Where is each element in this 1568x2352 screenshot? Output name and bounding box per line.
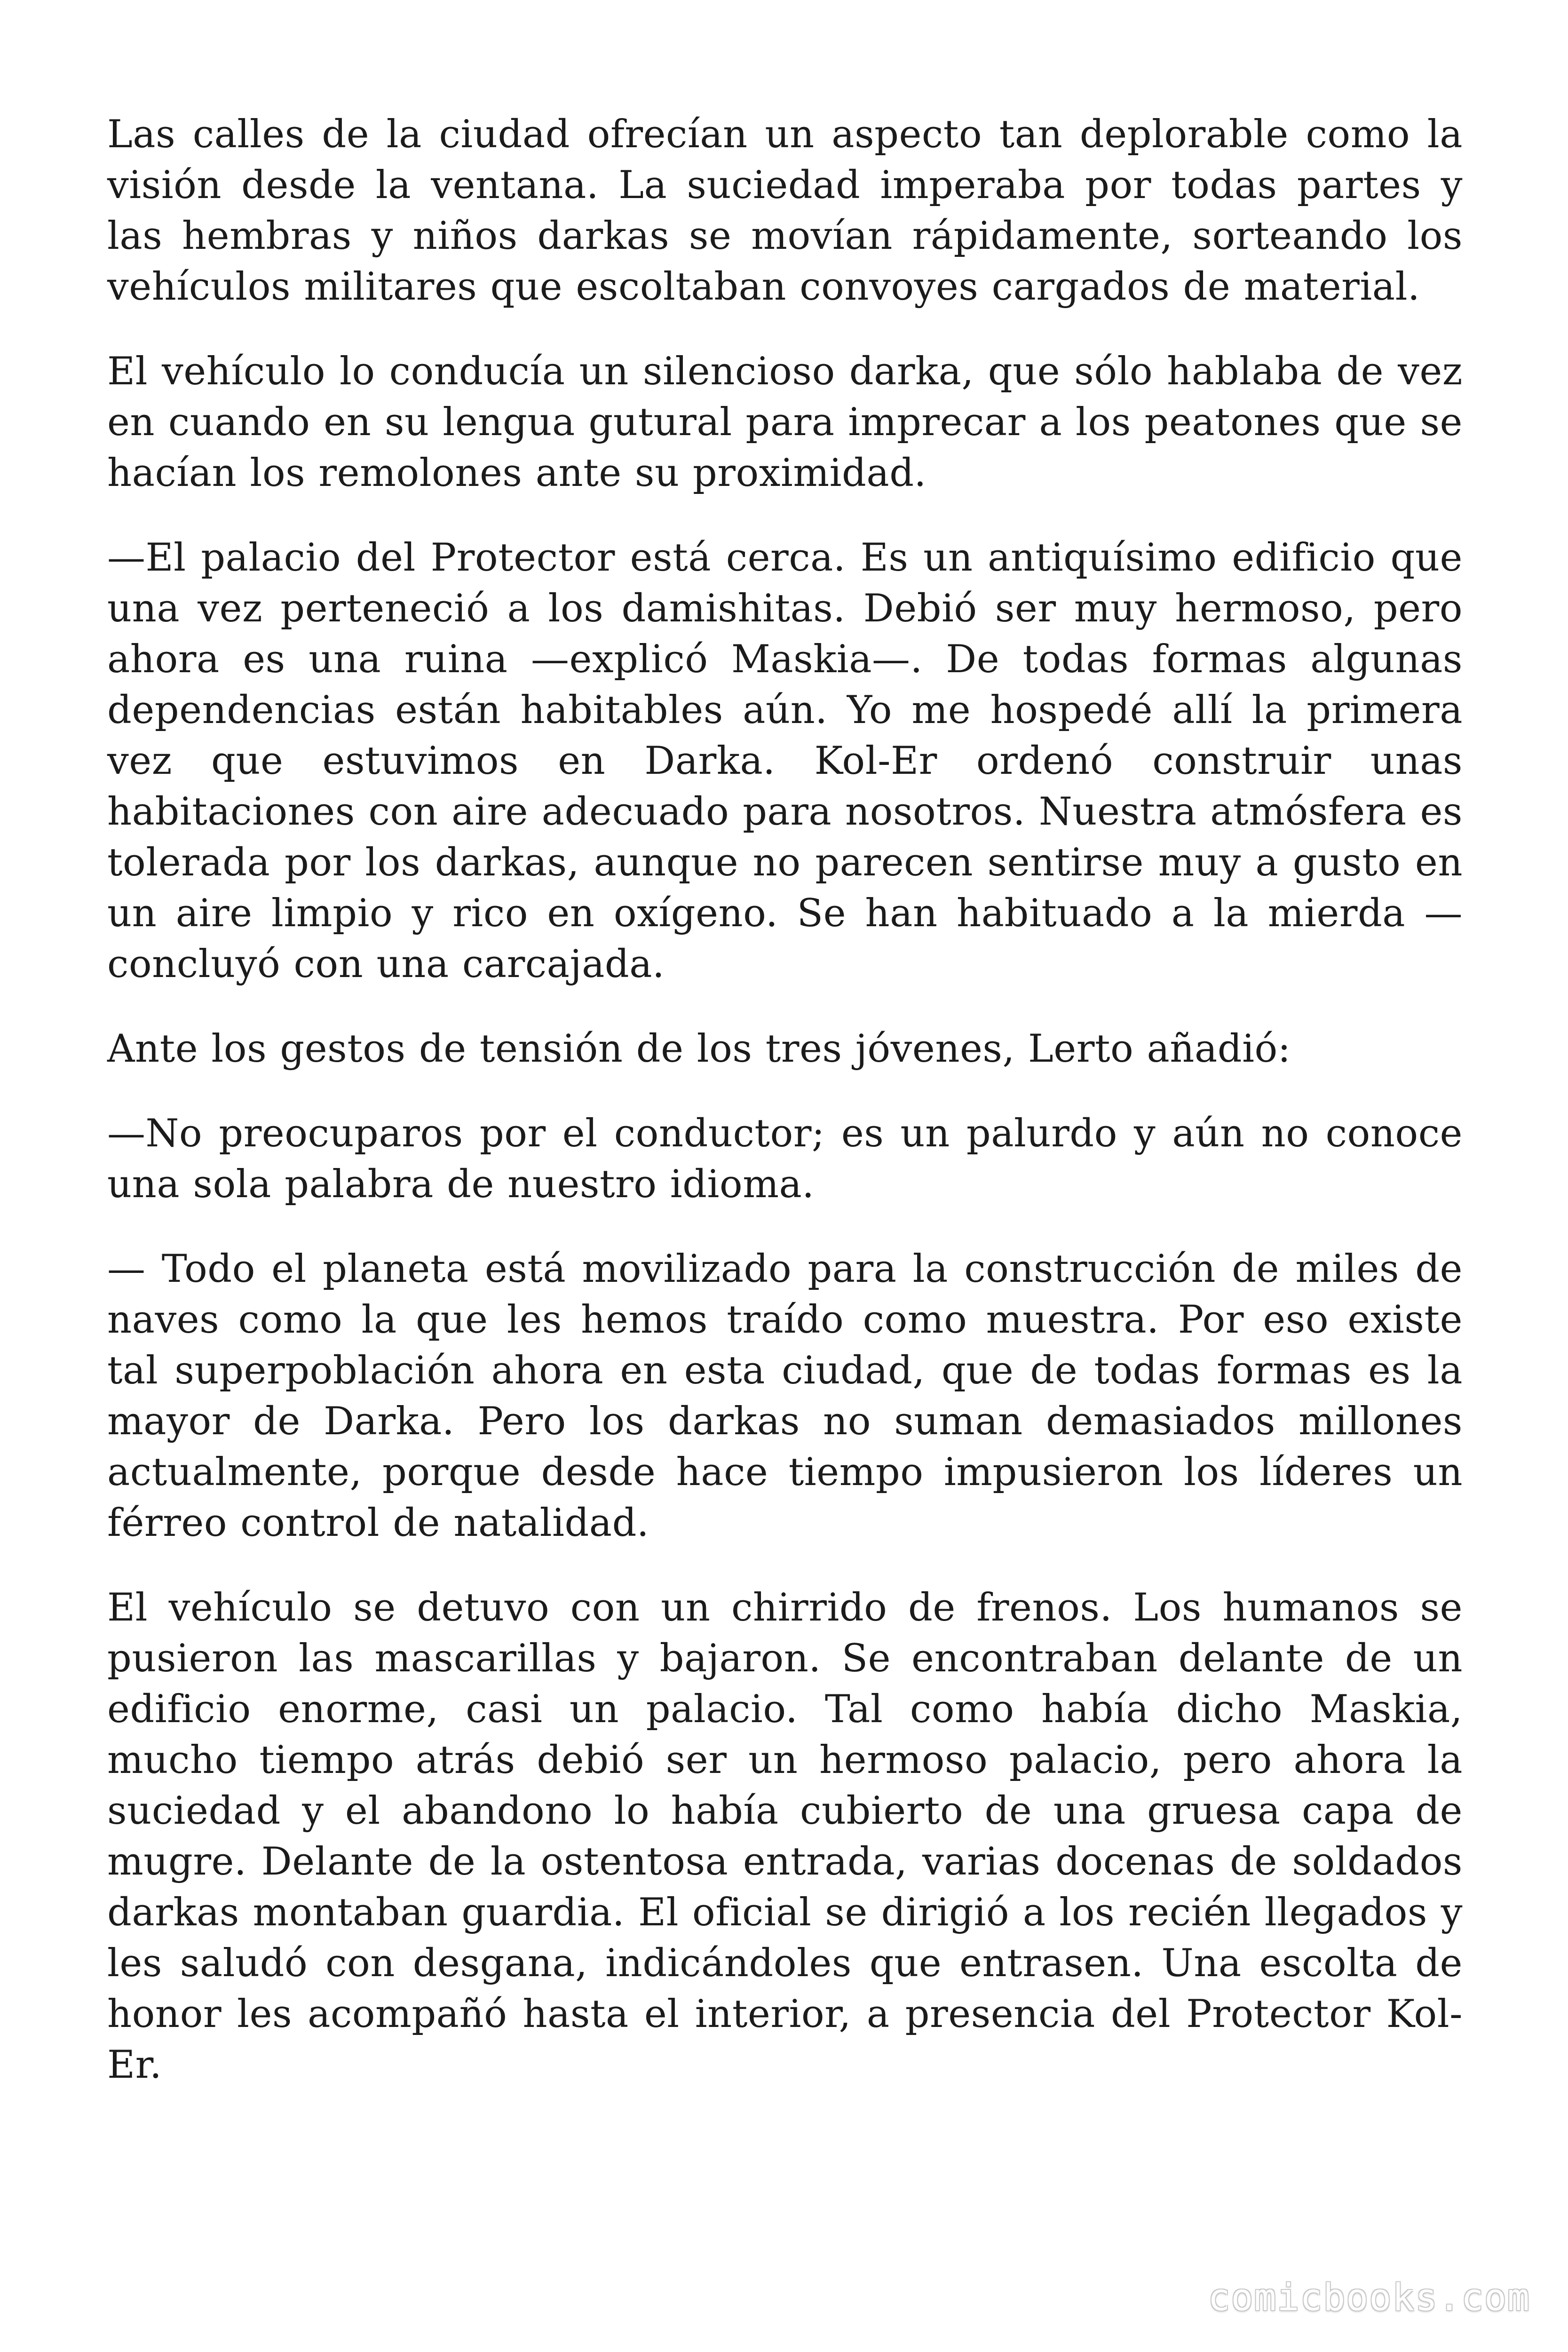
- watermark: comicbooks.com: [1208, 2277, 1530, 2319]
- paragraph-4: Ante los gestos de tensión de los tres jóvenes, Lerto añadió:: [107, 1027, 1291, 1071]
- document-page: [107, 109, 1463, 2124]
- paragraph-7: El vehículo se detuvo con un chirrido de frenos. Los humanos se pusieron las mascarillas y bajaron. Se encontraban delante de un edificio enorme, casi un palacio. Tal como había dicho Maskia, mucho tiempo atrás debió ser un hermoso palacio, pero ahora la suciedad y el abandono lo había cubierto de una gruesa capa de mugre. Delante de la ostentosa entrada, varias docenas de soldados darkas montaban guardia. El oficial se dirigió a los recién llegados y les saludó con desgana, indicándoles que entrasen. Una escolta de honor les acompañó hasta el interior, a presencia del Protector Kol-Er.: [107, 1586, 1463, 2087]
- paragraph-3: —El palacio del Protector está cerca. Es un antiquísimo edificio que una vez perteneció a los damishitas. Debió ser muy hermoso, pero ahora es una ruina —explicó Maskia—. De todas formas algunas dependencias están habitables aún. Yo me hospedé allí la primera vez que estuvimos en Darka. Kol-Er ordenó construir unas habitaciones con aire adecuado para nosotros. Nuestra atmósfera es tolerada por los darkas, aunque no parecen sentirse muy a gusto en un aire limpio y rico en oxígeno. Se han habituado a la mierda —concluyó con una carcajada.: [107, 536, 1463, 986]
- paragraph-2: El vehículo lo conducía un silencioso darka, que sólo hablaba de vez en cuando en su lengua gutural para imprecar a los peatones que se hacían los remolones ante su proximidad.: [107, 350, 1463, 495]
- paragraph-5: —No preocuparos por el conductor; es un palurdo y aún no conoce una sola palabra de nuestro idioma.: [107, 1112, 1463, 1207]
- paragraph-1: Las calles de la ciudad ofrecían un aspecto tan deplorable como la visión desde la ventana. La suciedad imperaba por todas partes y las hembras y niños darkas se movían rápidamente, sorteando los vehículos militares que escoltaban convoyes cargados de material.: [107, 112, 1463, 309]
- paragraph-6: — Todo el planeta está movilizado para la construcción de miles de naves como la que les hemos traído como muestra. Por eso existe tal superpoblación ahora en esta ciudad, que de todas formas es la mayor de Darka. Pero los darkas no suman demasiados millones actualmente, porque desde hace tiempo impusieron los líderes un férreo control de natalidad.: [107, 1247, 1463, 1545]
